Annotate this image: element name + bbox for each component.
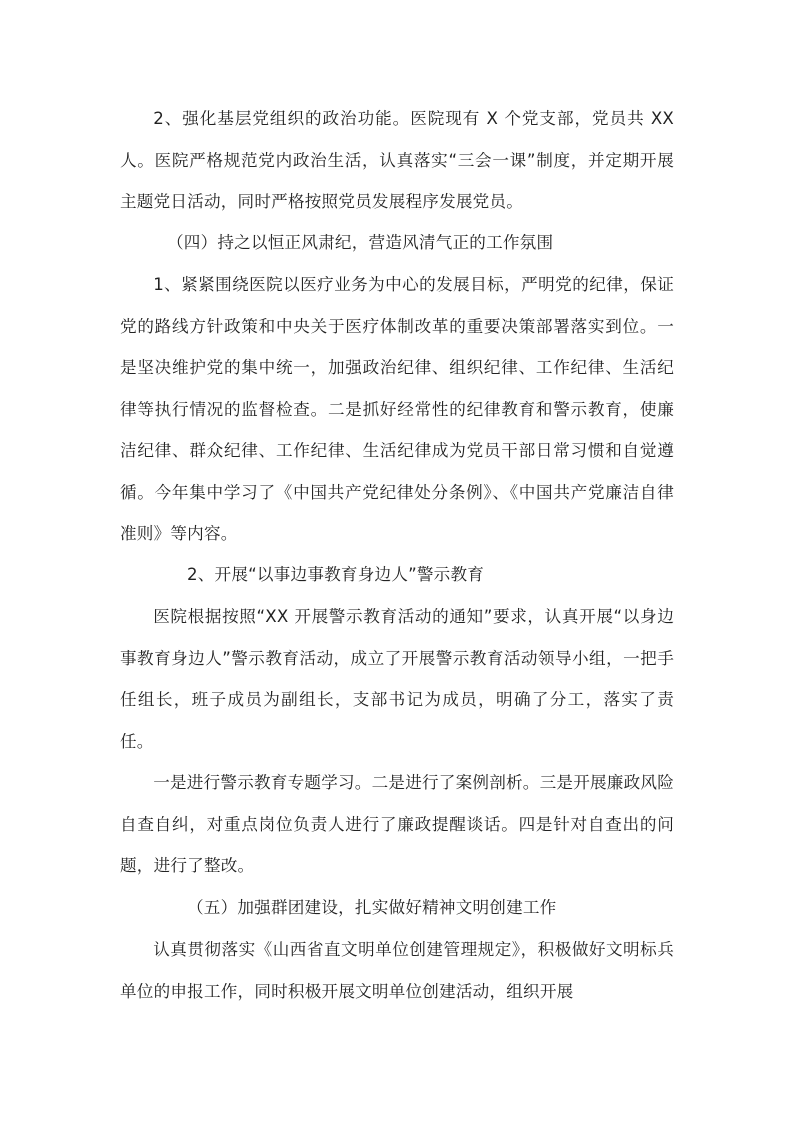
section-heading-five: （五）加强群团建设，扎实做好精神文明创建工作 [187,898,557,917]
subheading-warning-education: 2、开展“以事边事教育身边人”警示教育 [187,565,485,584]
paragraph-discipline: 1、紧紧围绕医院以医疗业务为中心的发展目标，严明党的纪律，保证党的路线方针政策和中央关于医疗体制改革的重要决策部署落实到位。一是坚决维护党的集中统一，加强政治纪律、组织纪律、工作纪律、生活纪律等执行情况的监督检查。二是抓好经常性的纪律教育和警示教育，使廉洁纪律、群众纪律、工作纪律、生活纪律成为党员干部日常习惯和自觉遵循。今年集中学习了《中国共产党纪律处分条例》、《中国共产党廉洁自律准则》等内容。 [120,275,674,543]
paragraph-party-organization: 2、强化基层党组织的政治功能。医院现有 X 个党支部，党员共 XX 人。医院严格规范党内政治生活，认真落实“三会一课”制度，并定期开展主题党日活动，同时严格按照党员发展程序发展党员。 [120,109,674,211]
paragraph-warning-activity: 医院根据按照“XX 开展警示教育活动的通知”要求，认真开展“以身边事教育身边人”警示教育活动，成立了开展警示教育活动领导小组，一把手任组长，班子成员为副组长，支部书记为成员，明确了分工，落实了责任。 [120,607,674,751]
section-heading-four: （四）持之以恒正风肃纪，营造风清气正的工作氛围 [167,233,554,252]
paragraph-civilization: 认真贯彻落实《山西省直文明单位创建管理规定》，积极做好文明标兵单位的申报工作，同时积极开展文明单位创建活动，组织开展 [120,940,674,1001]
paragraph-warning-steps: 一是进行警示教育专题学习。二是进行了案例剖析。三是开展廉政风险自查自纠，对重点岗位负责人进行了廉政提醒谈话。四是针对自查出的问题，进行了整改。 [120,773,674,875]
